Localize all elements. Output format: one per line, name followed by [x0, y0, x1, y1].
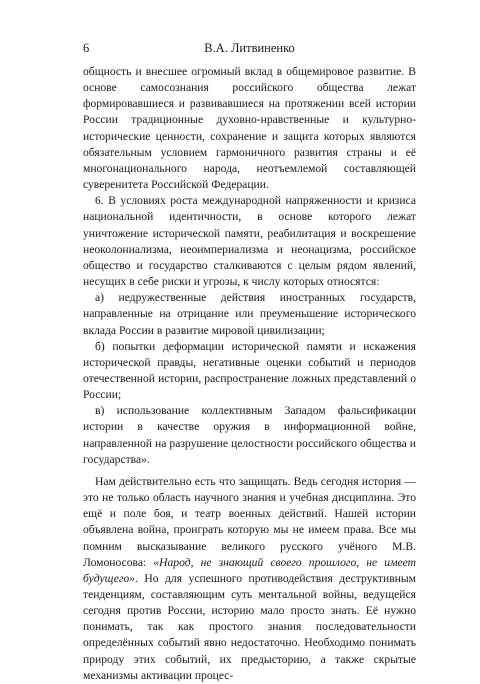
list-item-c: в) использование коллективным Западом фальсификации истории в качестве оружия в информационной войне, направленной на разрушение целостности российского общества и государства». [83, 404, 416, 466]
list-item-b: б) попытки деформации исторической памяти и искажения исторической правды, негативные оценки событий и периодов отечественной истории, распространение ложных представлений о России; [83, 339, 416, 402]
page-header [83, 38, 416, 58]
paragraph-item-6: 6. В условиях роста международной напряженности и кризиса национальной идентичности, в основе которого лежат уничтожение исторической памяти, реабилитация и воскрешение неоколониализма, неоимпериализма и неонацизма, российское общество и государство сталкиваются с целым рядом явлений, несущих в себе риски и угрозы, к числу которых относятся: [83, 194, 416, 289]
page-number: 6 [83, 41, 90, 55]
paragraph-history-start: Нам действительно есть что защищать. Ведь сегодня история — это не только область научного знания и учебная дисциплина. Это ещё и поле боя, и театр военных действий. Нашей истории объявлена война, проиграть которую мы не имеем права. Все мы помним высказывание великого русского учёного М.В. Ломоносова: [83, 474, 416, 569]
paragraph-continuation: общность и внесшее огромный вклад в общемировое развитие. В основе самосознания российского общества лежат формировавшиеся и развивавшиеся на протяжении всей истории России традиционные духовно-нравственные и культурно-исторические ценности, сохранение и защита которых являются обязательным условием гармоничного развития страны и её многонационального народа, неотъемлемой составляющей суверенитета Российской Федерации. [83, 65, 416, 192]
paragraph-history-end: . Но для успешного противодействия деструктивным тенденциям, составляющим суть ментальной войны, ведущейся сегодня против России, историю мало просто знать. Её нужно понимать, так как простого знания последовательности определённых событий явно недостаточно. Необходимо понимать природу этих событий, их предысторию, а также скрытые механизмы активации процес- [83, 571, 416, 682]
body-text [83, 64, 416, 684]
document-page [83, 38, 416, 684]
list-item-a: а) недружественные действия иностранных государств, направленные на отрицание или преуменьшение исторического вклада России в развитие мировой цивилизации; [83, 291, 416, 337]
lomonosov-quote: «Народ, не знающий своего прошлого, не имеет будущего» [83, 555, 416, 585]
paragraph-history [83, 474, 416, 684]
running-title: В.А. Литвиненко [204, 41, 295, 55]
